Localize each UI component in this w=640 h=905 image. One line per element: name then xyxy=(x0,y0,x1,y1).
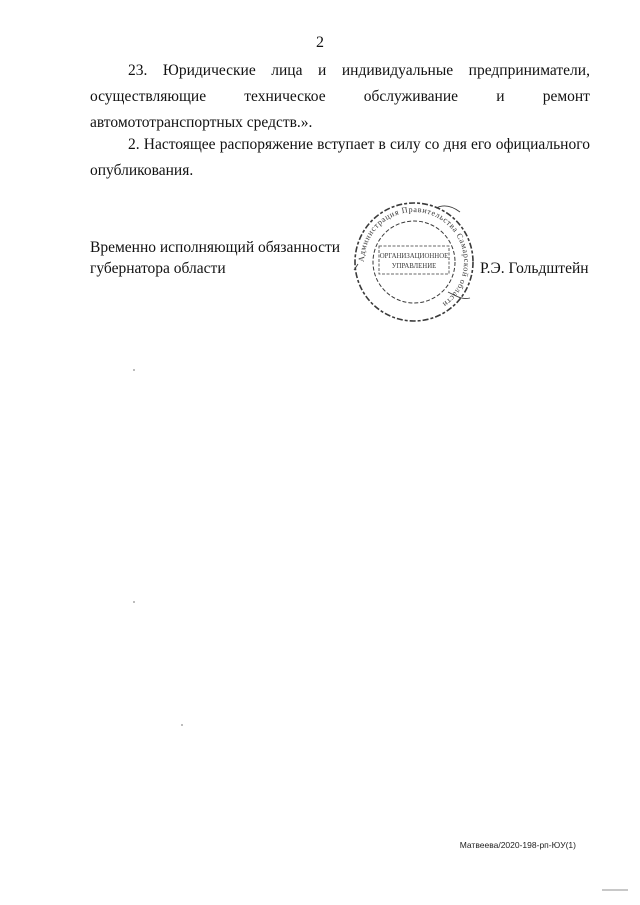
scan-edge-mark xyxy=(602,889,628,891)
word: официального xyxy=(495,136,590,153)
word: лица xyxy=(271,62,303,79)
signatory-position-line-2: губернатора области xyxy=(90,260,226,277)
scan-speck xyxy=(181,724,183,726)
official-seal-stamp xyxy=(352,200,476,324)
word: Настоящее xyxy=(143,136,216,153)
word: его xyxy=(470,136,492,153)
word: со xyxy=(424,136,440,153)
word: Юридические xyxy=(162,62,256,79)
seal-inner-ring xyxy=(373,221,455,303)
word: 23. xyxy=(128,62,148,79)
word: обслуживание xyxy=(363,88,459,105)
word: техническое xyxy=(244,88,326,105)
signatory-position xyxy=(90,237,340,279)
paragraph-item-23 xyxy=(90,58,590,136)
word: и xyxy=(318,62,327,79)
word: силу xyxy=(389,136,421,153)
word: и xyxy=(496,88,505,105)
scan-speck xyxy=(133,601,135,603)
seal-ring-text: Администрация Правительства Самарской области xyxy=(356,204,472,310)
word: предприниматели, xyxy=(468,62,590,79)
word: в xyxy=(378,136,386,153)
page-number: 2 xyxy=(316,34,324,51)
word: 2. xyxy=(128,136,140,153)
word: распоряжение xyxy=(219,136,313,153)
item-23-line-3: автомототранспортных средств.». xyxy=(90,114,313,131)
scan-speck xyxy=(133,369,135,371)
word: вступает xyxy=(317,136,375,153)
item-23-line-1 xyxy=(90,58,590,84)
signatory-position-line-1: Временно исполняющий обязанности xyxy=(90,239,341,256)
seal-center-line-1: ОРГАНИЗАЦИОННОЕ xyxy=(379,253,449,260)
word: осуществляющие xyxy=(90,88,207,105)
item-2-line-1 xyxy=(90,132,590,158)
seal-center-line-2: УПРАВЛЕНИЕ xyxy=(391,263,437,270)
word: индивидуальные xyxy=(341,62,454,79)
item-23-line-2 xyxy=(90,84,590,110)
word: дня xyxy=(443,136,467,153)
document-reference-footer: Матвеева/2020-198-рп-ЮУ(1) xyxy=(459,840,576,850)
word: ремонт xyxy=(542,88,590,105)
signatory-name: Р.Э. Гольдштейн xyxy=(480,260,589,277)
item-2-line-2: опубликования. xyxy=(90,162,194,179)
paragraph-item-2 xyxy=(90,132,590,184)
